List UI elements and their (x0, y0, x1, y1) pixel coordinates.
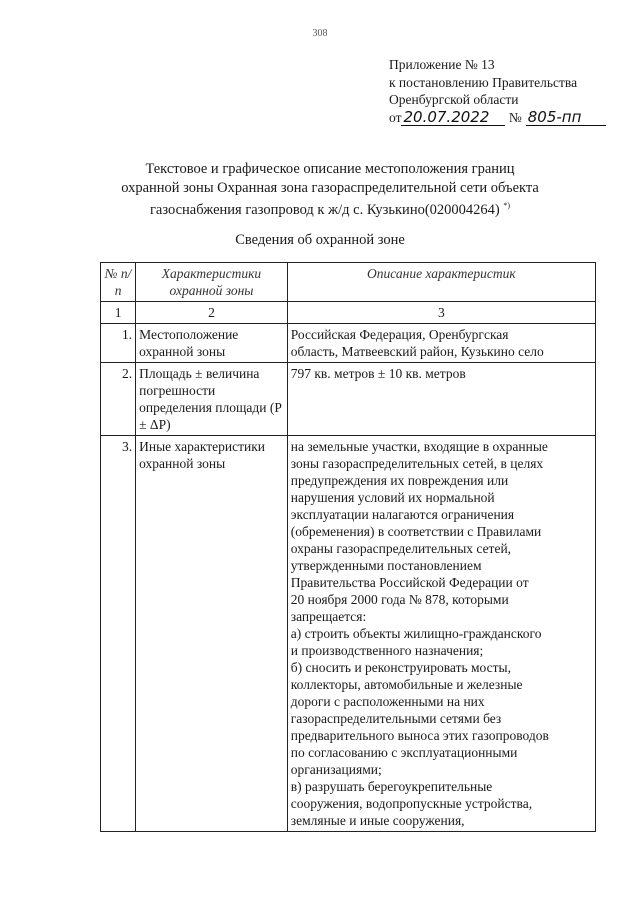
header-characteristics: Характеристики охранной зоны (136, 263, 288, 302)
appendix-decree: к постановлению Правительства (389, 74, 578, 90)
table-header-row (101, 263, 596, 302)
description-line: в) разрушать берегоукрепительные (290, 779, 493, 794)
description-line: а) строить объекты жилищно-гражданского (290, 626, 542, 641)
description-line: предупреждения их повреждения или (290, 473, 509, 488)
appendix-region: Оренбургской области (389, 92, 519, 107)
description-line: б) сносить и реконструировать мосты, (290, 660, 511, 675)
row-description (287, 324, 595, 363)
row-number: 1. (101, 324, 136, 363)
header-number: № п/п (101, 263, 136, 302)
description-line: организациями; (290, 762, 382, 777)
description-line: сооружения, водопропускные устройства, (290, 796, 533, 811)
description-line: 20 ноября 2000 года № 878, которыми (290, 592, 509, 607)
footnote-mark: *) (503, 201, 511, 210)
column-number-row (101, 302, 596, 324)
page-number: 308 (312, 28, 328, 39)
col-number-2: 2 (136, 302, 288, 324)
row-number: 3. (101, 436, 136, 832)
description-line: запрещается: (290, 609, 367, 624)
row-description (287, 436, 595, 832)
description-line: предварительного выноса этих газопроводов (290, 728, 549, 743)
appendix-block (389, 56, 606, 126)
description-line: (обременения) в соответствии с Правилами (290, 524, 542, 539)
header-description: Описание характеристик (287, 263, 595, 302)
description-line: область, Матвеевский район, Кузькино село (290, 344, 544, 359)
title-line-2: охранной зоны Охранная зона газораспределительной сети объекта (121, 179, 539, 196)
description-line: 797 кв. метров ± 10 кв. метров (290, 366, 466, 381)
from-label: от (389, 109, 402, 125)
row-characteristic: Местоположение охранной зоны (136, 324, 288, 363)
number-label: № (508, 109, 522, 125)
description-line: эксплуатации налагаются ограничения (290, 507, 515, 522)
description-line: охраны газораспределительных сетей, (290, 541, 512, 556)
description-line: коллекторы, автомобильные и железные (290, 677, 523, 692)
table-row (101, 436, 596, 832)
description-line: газораспределительными сетями без (290, 711, 502, 726)
description-line: утвержденными постановлением (290, 558, 482, 573)
row-characteristic: Иные характеристики охранной зоны (136, 436, 288, 832)
col-number-3: 3 (287, 302, 595, 324)
title-line-3 (90, 197, 570, 219)
document-title (90, 160, 570, 219)
description-line: зоны газораспределительных сетей, в целях (290, 456, 544, 471)
description-line: на земельные участки, входящие в охранные (290, 439, 548, 454)
handwritten-date: 20.07.2022 (401, 109, 505, 126)
col-number-1: 1 (101, 302, 136, 324)
row-number: 2. (101, 363, 136, 436)
table-row (101, 324, 596, 363)
row-characteristic: Площадь ± величина погрешности определения площади (P ± ΔP) (136, 363, 288, 436)
appendix-title: Приложение № 13 (389, 57, 495, 72)
table-row (101, 363, 596, 436)
title-line-3-text: газоснабжения газопровод к ж/д с. Кузькино(020004264) (149, 201, 500, 218)
description-line: по согласованию с эксплуатационными (290, 745, 518, 760)
table-body (101, 324, 596, 832)
handwritten-number: 805-пп (526, 109, 606, 126)
description-line: дороги с расположенными на них (290, 694, 485, 709)
description-line: нарушения условий их нормальной (290, 490, 495, 505)
description-line: Российская Федерация, Оренбургская (290, 327, 509, 342)
section-subtitle: Сведения об охранной зоне (235, 232, 405, 248)
description-line: земляные и иные сооружения, (290, 813, 465, 828)
title-line-1: Текстовое и графическое описание местоположения границ (145, 161, 515, 177)
description-line: и производственного назначения; (290, 643, 484, 658)
zone-info-table (100, 262, 596, 832)
description-line: Правительства Российской Федерации от (290, 575, 529, 590)
row-description (287, 363, 595, 436)
appendix-date-line (389, 109, 606, 127)
